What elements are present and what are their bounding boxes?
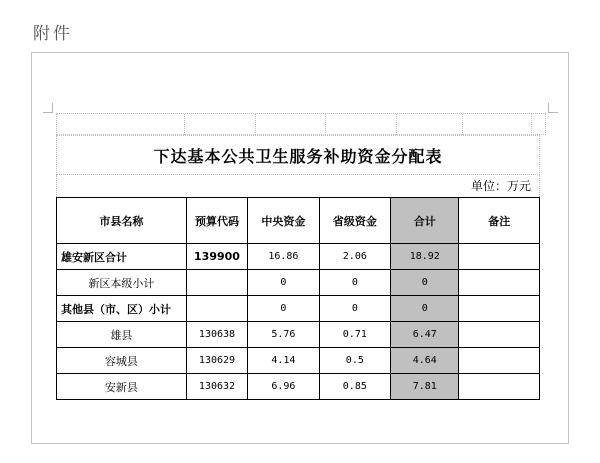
table-header-row [57,198,540,244]
cell-total: 4.64 [391,348,459,374]
cell-code: 130629 [186,348,247,374]
margin-mark [43,112,53,113]
cell-central: 16.86 [248,244,319,270]
allocation-table [56,197,540,400]
grid-line [325,114,326,135]
cell-name: 其他县（市、区）小计 [57,296,187,322]
header-total: 合计 [391,198,459,244]
cell-note [459,322,540,348]
table-row [57,270,540,296]
cell-total: 18.92 [391,244,459,270]
attachment-heading: 附件 [33,24,73,44]
cell-name: 雄县 [57,322,187,348]
header-note: 备注 [459,198,540,244]
cell-code: 130638 [186,322,247,348]
cell-provincial: 2.06 [319,244,390,270]
grid-line [462,114,463,135]
cell-central: 6.96 [248,374,319,400]
cell-code [186,296,247,322]
cell-central: 4.14 [248,348,319,374]
cell-total: 6.47 [391,322,459,348]
cell-name: 雄安新区合计 [57,244,187,270]
grid-line [184,114,185,135]
cell-note [459,296,540,322]
cell-name: 容城县 [57,348,187,374]
cell-note [459,348,540,374]
header-central: 中央资金 [248,198,319,244]
cell-code [186,270,247,296]
cell-central: 5.76 [248,322,319,348]
cell-code: 130632 [186,374,247,400]
empty-grid-row [56,113,546,135]
grid-line [255,114,256,135]
cell-provincial: 0.71 [319,322,390,348]
margin-mark [548,112,558,113]
header-code: 预算代码 [186,198,247,244]
unit-label: 单位：万元 [56,175,540,197]
header-provincial: 省级资金 [319,198,390,244]
cell-total: 0 [391,270,459,296]
cell-name: 安新县 [57,374,187,400]
cell-total: 0 [391,296,459,322]
cell-name: 新区本级小计 [57,270,187,296]
cell-note [459,270,540,296]
cell-note [459,244,540,270]
grid-line [396,114,397,135]
cell-central: 0 [248,296,319,322]
table-row [57,348,540,374]
table-row [57,322,540,348]
cell-provincial: 0.5 [319,348,390,374]
cell-provincial: 0 [319,296,390,322]
grid-line [531,114,532,135]
cell-code: 139900 [186,244,247,270]
cell-provincial: 0 [319,270,390,296]
cell-total: 7.81 [391,374,459,400]
table-row [57,296,540,322]
table-row [57,244,540,270]
cell-central: 0 [248,270,319,296]
cell-note [459,374,540,400]
table-row [57,374,540,400]
header-name: 市县名称 [57,198,187,244]
table-title: 下达基本公共卫生服务补助资金分配表 [56,135,540,175]
cell-provincial: 0.85 [319,374,390,400]
